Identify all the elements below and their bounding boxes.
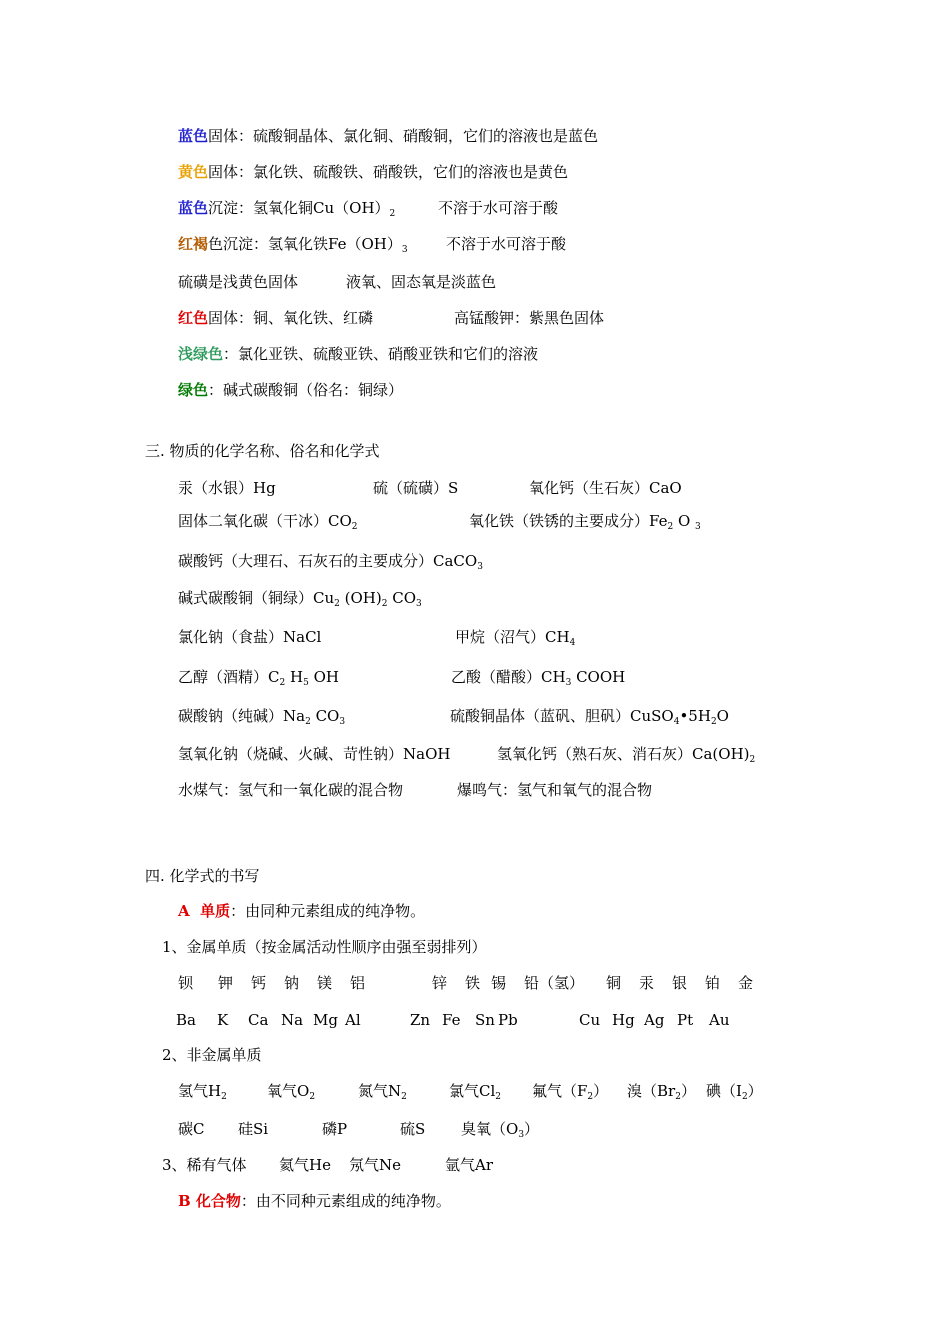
color-key: 黄色 — [178, 163, 209, 181]
color-note: 不溶于水可溶于酸 — [438, 199, 559, 217]
metal-name: 铜 — [606, 974, 622, 992]
color-key: 浅绿色 — [178, 345, 224, 363]
subscript: 2 — [389, 209, 396, 219]
color-desc: 固体：铜、氧化铁、红磷 — [208, 309, 374, 327]
metal-name: 铅（氢） — [524, 974, 585, 992]
metal-name: 钙 — [251, 974, 267, 992]
formula-item: 爆鸣气：氢气和氧气的混合物 — [457, 781, 653, 799]
section3-heading: 三. 物质的化学名称、俗名和化学式 — [145, 442, 380, 460]
color-desc: 色沉淀：氢氧化铁Fe（OH） — [208, 235, 402, 253]
color-line-lightgreen — [178, 344, 538, 364]
metal-symbol: Pb — [498, 1011, 518, 1029]
formula-item: 甲烷（沼气）$CH_4$ — [455, 628, 576, 648]
color-desc: 固体：氯化铁、硫酸铁、硝酸铁，它们的溶液也是黄色 — [208, 163, 569, 181]
metal-symbol: Fe — [442, 1011, 461, 1029]
nonmetal-item: 碘$(I_2)$ — [706, 1082, 763, 1102]
noble-title: 3、稀有气体 — [162, 1156, 247, 1174]
metal-name: 铂 — [705, 974, 721, 992]
nonmetal-title: 2、非金属单质 — [162, 1046, 262, 1064]
noble-item: 氩气Ar — [445, 1156, 494, 1174]
nonmetal-item: 氟气$(F_2)$ — [532, 1082, 609, 1102]
metal-name: 汞 — [639, 974, 655, 992]
metal-name: 铁 — [465, 974, 481, 992]
color-line-liquid-oxygen: 液氧、固态氧是淡蓝色 — [346, 273, 497, 291]
metal-symbol: Ba — [176, 1011, 196, 1029]
metal-symbol: Al — [345, 1011, 361, 1029]
nonmetal-item: 氯气$Cl_2$ — [449, 1082, 502, 1102]
formula-item: 碱式碳酸铜（铜绿）$Cu_2$ $(OH)_2$ $CO_3$ — [178, 589, 422, 609]
color-line-redbrown-precipitate — [178, 234, 408, 254]
metal-symbol: Na — [281, 1011, 304, 1029]
metal-symbol: Sn — [475, 1011, 495, 1029]
formula-item: 氢氧化钠（烧碱、火碱、苛性钠）NaOH — [178, 745, 451, 763]
metal-symbol: Au — [709, 1011, 730, 1029]
formula-item: 氧化钙（生石灰）CaO — [529, 479, 682, 497]
metal-symbol: Ca — [248, 1011, 269, 1029]
color-line-blue-solid — [178, 126, 598, 146]
metal-symbol: Zn — [410, 1011, 431, 1029]
color-key: 绿色 — [178, 381, 209, 399]
element-definition: A 单质：由同种元素组成的纯净物。 — [178, 902, 426, 920]
metal-symbol: Pt — [677, 1011, 694, 1029]
noble-item: 氦气He — [279, 1156, 331, 1174]
section4-heading: 四. 化学式的书写 — [145, 867, 260, 885]
color-desc: 沉淀：氢氧化铜Cu（OH） — [208, 199, 390, 217]
color-key: 红褐 — [178, 235, 209, 253]
color-key: 蓝色 — [178, 127, 209, 145]
formula-item: 固体二氧化碳（干冰）$CO_2$ — [178, 512, 358, 532]
noble-item: 氖气Ne — [349, 1156, 402, 1174]
nonmetal-item: 硅Si — [238, 1120, 269, 1138]
nonmetal-item: 磷P — [322, 1120, 348, 1138]
metal-name: 金 — [738, 974, 754, 992]
metal-symbol: Cu — [579, 1011, 601, 1029]
metal-name: 镁 — [317, 974, 333, 992]
formula-item: 碳酸钙（大理石、石灰石的主要成分）CaCO$_3$ — [178, 552, 483, 572]
formula-item: 碳酸钠（纯碱）$Na_2$ $CO_3$ — [178, 707, 346, 727]
metal-name: 钡 — [178, 974, 194, 992]
formula-item: 氯化钠（食盐）NaCl — [178, 628, 322, 646]
metal-symbol: Mg — [313, 1011, 338, 1029]
metal-title: 1、金属单质（按金属活动性顺序由强至弱排列） — [162, 938, 487, 956]
subscript: 3 — [401, 245, 408, 255]
color-note: 高锰酸钾：紫黑色固体 — [454, 309, 605, 327]
color-key: 红色 — [178, 309, 209, 327]
compound-definition: B 化合物：由不同种元素组成的纯净物。 — [178, 1192, 451, 1210]
term-key: A 单质 — [178, 902, 231, 920]
metal-name: 锌 — [432, 974, 448, 992]
metal-symbol: Ag — [644, 1011, 665, 1029]
nonmetal-item: 碳C — [178, 1120, 205, 1138]
color-line-sulfur: 硫磺是浅黄色固体 — [178, 273, 299, 291]
nonmetal-item: 氢气$H_2$ — [178, 1082, 227, 1102]
metal-name: 钾 — [218, 974, 234, 992]
nonmetal-item: 溴$(Br_2)$ — [627, 1082, 696, 1102]
metal-name: 银 — [672, 974, 688, 992]
formula-item: 汞（水银）Hg — [178, 479, 276, 497]
color-desc: ：氯化亚铁、硫酸亚铁、硝酸亚铁和它们的溶液 — [223, 345, 539, 363]
formula-item: 硫（硫磺）S — [373, 479, 459, 497]
color-line-red-solid — [178, 308, 373, 328]
metal-name: 钠 — [284, 974, 300, 992]
nonmetal-item: 硫S — [400, 1120, 426, 1138]
nonmetal-item: 臭氧$(O_3)$ — [461, 1120, 540, 1140]
color-line-blue-precipitate — [178, 198, 395, 218]
color-desc: 固体：硫酸铜晶体、氯化铜、硝酸铜，它们的溶液也是蓝色 — [208, 127, 599, 145]
color-line-green — [178, 380, 403, 400]
nonmetal-item: 氧气$O_2$ — [267, 1082, 316, 1102]
formula-item: 乙酸（醋酸）$CH_3$ COOH — [451, 668, 626, 688]
term-key: B 化合物 — [178, 1192, 241, 1210]
formula-item: 氧化铁（铁锈的主要成分）$Fe_2$ O $_3$ — [469, 512, 701, 532]
formula-item: 乙醇（酒精）$C_2$ $H_5$ OH — [178, 668, 339, 688]
color-line-yellow-solid — [178, 162, 568, 182]
formula-item: 水煤气：氢气和一氧化碳的混合物 — [178, 781, 404, 799]
metal-symbol: K — [217, 1011, 229, 1029]
metal-name: 锡 — [491, 974, 507, 992]
color-desc: ：碱式碳酸铜（俗名：铜绿） — [208, 381, 404, 399]
metal-symbol: Hg — [612, 1011, 635, 1029]
formula-item: 氢氧化钙（熟石灰、消石灰）$Ca(OH)_2$ — [497, 745, 756, 765]
nonmetal-item: 氮气$N_2$ — [358, 1082, 407, 1102]
formula-item: 硫酸铜晶体（蓝矾、胆矾）$CuSO_4•5H_2O$ — [450, 707, 729, 727]
color-note: 不溶于水可溶于酸 — [446, 235, 567, 253]
color-key: 蓝色 — [178, 199, 209, 217]
metal-name: 铝 — [350, 974, 366, 992]
